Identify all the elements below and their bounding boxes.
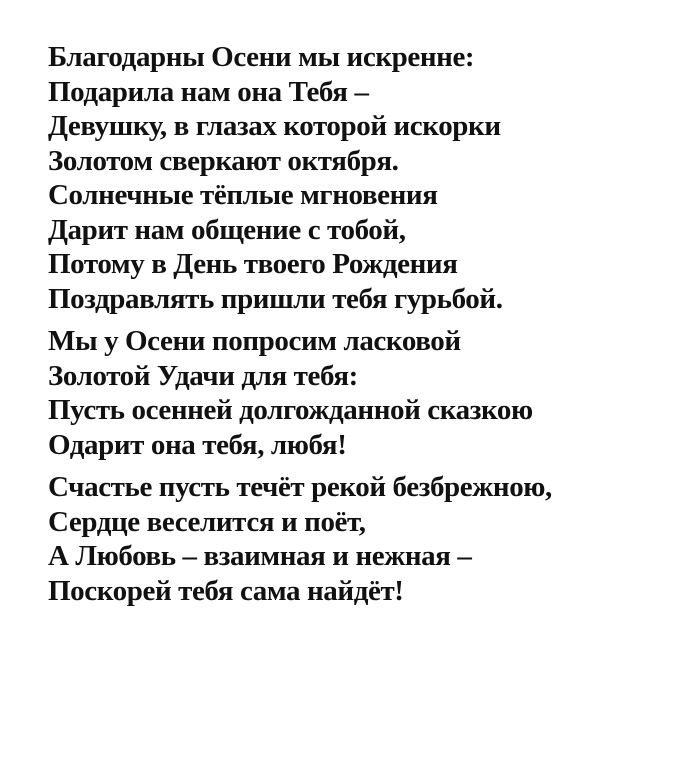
stanza-2 (48, 324, 688, 462)
stanza-1 (48, 40, 688, 316)
poem-line: Сердце веселится и поёт, (48, 505, 366, 538)
poem-line: Поздравлять пришли тебя гурьбой. (48, 282, 503, 315)
poem-line: Мы у Осени попросим ласковой (48, 325, 461, 357)
poem-line: Золотой Удачи для тебя: (48, 359, 358, 392)
poem-line: Девушку, в глазах которой искорки (48, 110, 501, 142)
poem-line: Поскорей тебя сама найдёт! (48, 574, 404, 607)
poem-line: Благодарны Осени мы искренне: (48, 41, 475, 73)
poem-line: Дарит нам общение с тобой, (48, 213, 406, 246)
poem-line: Потому в День твоего Рождения (48, 248, 458, 280)
poem-line: Пусть осенней долгожданной сказкою (48, 394, 533, 426)
poem-line: Золотом сверкают октября. (48, 144, 399, 177)
poem-line: А Любовь – взаимная и нежная – (48, 540, 472, 572)
poem-line: Подарила нам она Тебя – (48, 75, 369, 108)
poem-line: Солнечные тёплые мгновения (48, 179, 438, 211)
stanza-3 (48, 470, 688, 608)
poem-line: Одарит она тебя, любя! (48, 428, 347, 461)
poem (48, 40, 688, 608)
poem-line: Счастье пусть течёт рекой безбрежною, (48, 471, 552, 503)
